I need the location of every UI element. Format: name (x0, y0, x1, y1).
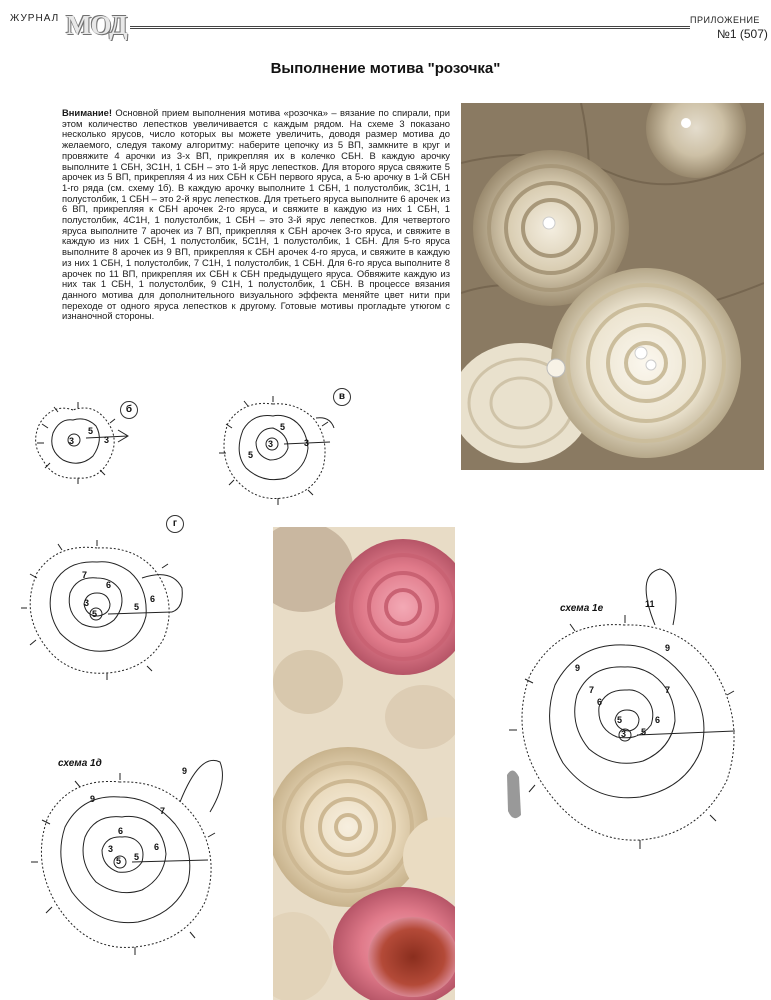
diagram-1v-num-1: 5 (280, 422, 286, 432)
photo-beige-roses (461, 103, 764, 470)
diagram-1d-caption: схема 1д (58, 758, 102, 769)
instructions-body: Основной прием выполнения мотива «розочка» – вязание по спирали, при этом количество лепестков увеличивается с каждым рядом. На схеме 3 показано несколько ярусов, число которых вы можете увеличить, доводя размер мотива до желаемого, следуя такому алгоритму: наберите цепочку из 5 ВП, замкните в круг и провяжите 4 арочки из 3-х ВП, прикрепляя их в колечко СБН. В каждую арочку выполните 1 СБН, 3С1Н, 1 СБН – это 1-й ярус лепестков. Для второго яруса свяжите 5 арочек из 5 ВП, прикрепляя 4 из них СБН к СБН первого яруса, а 5-ю арочку в 1-й СБН 1-го ряда (см. схему 1б). В каждую арочку выполните 1 СБН, 1 полустолбик, 3С1Н, 1 полустолбик, 1 СБН – это 2-й ярус лепестков. Для третьего яруса выполните 6 арочек из 6 ВП, прикрепляя к СБН арочек 2-го яруса, и свяжите в каждую из них 1 СБН, 1 полустолбик, 4С1Н, 1 полустолбик, 1 СБН – это 3-й ярус лепестков. Для четвертого яруса выполните 7 арочек из 7 ВП, прикрепляя к СБН арочек 3-го яруса, и свяжите в каждую из них 1 СБН, 1 полустолбик, 5С1Н, 1 полустолбик, 1 СБН. Для 5-го яруса выполните 8 арочек из 9 ВП, прикрепляя к СБН арочек 4-го яруса, и свяжите в каждую из них 1 СБН, 1 полустолбик, 7 С1Н, 1 полустолбик, 1 СБН. Для 6-го яруса выполните 8 арочек по 11 ВП, прикрепляя их СБН к СБН предыдущего яруса. Обвяжите каждую из них так 1 СБН, 1 полустолбик, 9 С1Н, 1 полустолбик, 1 СБН. В процессе вязания данного мотива для дополнительного визуального эффекта меняйте цвет нити при переходе от одного яруса лепестков к другому. Готовые мотивы прогладьте утюгом с изнаночной стороны. (62, 107, 450, 322)
diagram-1g-drawing (22, 538, 192, 683)
journal-logo: МОД (66, 10, 127, 40)
diagram-1b-badge: б (120, 401, 138, 419)
diagram-1e-num-4: 7 (589, 685, 595, 695)
diagram-1e-num-6: 5 (617, 715, 623, 725)
diagram-1v-num-3: 5 (248, 450, 254, 460)
diagram-1e-drawing (505, 565, 755, 865)
diagram-1e-num-2: 9 (575, 663, 581, 673)
diagram-1d-drawing (30, 742, 230, 982)
photo-pink-cream-roses-image (273, 527, 455, 1000)
diagram-1e-num-1: 11 (645, 599, 655, 609)
diagram-1v-num-4: 3 (304, 438, 310, 448)
attention-label: Внимание! (62, 107, 112, 118)
diagram-1d-num-6: 3 (108, 844, 114, 854)
diagram-1e-num-7: 3 (621, 729, 627, 739)
diagram-1d-num-3: 9 (90, 794, 96, 804)
diagram-1d-num-1: 9 (182, 766, 188, 776)
diagram-1e-num-8: 5 (641, 727, 647, 737)
diagram-1d-num-4: 6 (118, 826, 124, 836)
diagram-1d-num-7: 5 (134, 852, 140, 862)
diagram-1e-num-5: 6 (597, 697, 603, 707)
diagram-1g-num-6: 5 (134, 602, 140, 612)
appendix-label: ПРИЛОЖЕНИЕ (690, 15, 760, 25)
diagram-1v-badge: в (333, 388, 351, 406)
diagram-1e (505, 565, 755, 865)
instructions-text (62, 108, 450, 322)
diagram-1v-num-2: 3 (268, 439, 274, 449)
diagram-1e-num-9: 6 (655, 715, 661, 725)
diagram-1d-num-5: 5 (116, 856, 122, 866)
journal-label: ЖУРНАЛ (10, 13, 60, 24)
header-rule (130, 26, 690, 29)
diagram-1b-num-2: 5 (88, 426, 94, 436)
diagram-1d (30, 742, 230, 982)
page-title: Выполнение мотива "розочка" (270, 60, 501, 77)
diagram-1e-num-10: 7 (665, 685, 671, 695)
diagram-1e-num-3: 9 (665, 643, 671, 653)
diagram-1g-num-1: 7 (82, 570, 88, 580)
issue-number: №1 (507) (717, 27, 768, 41)
diagram-1d-num-2: 7 (160, 806, 166, 816)
diagram-1g-num-2: 6 (106, 580, 112, 590)
diagram-1g (22, 538, 192, 683)
diagram-1g-num-4: 3 (84, 598, 90, 608)
diagram-1v-drawing (218, 398, 338, 508)
photo-pink-cream-roses (273, 527, 455, 1000)
diagram-1g-num-5: 6 (150, 594, 156, 604)
diagram-1g-badge: г (166, 515, 184, 533)
diagram-1b-num-1: 3 (69, 436, 75, 446)
diagram-1e-caption: схема 1е (560, 603, 604, 614)
diagram-1v (218, 398, 338, 508)
photo-beige-roses-image (461, 103, 764, 470)
diagram-1d-num-8: 6 (154, 842, 160, 852)
diagram-1g-num-3: 5 (92, 609, 98, 619)
diagram-1b-num-3: 3 (104, 435, 110, 445)
